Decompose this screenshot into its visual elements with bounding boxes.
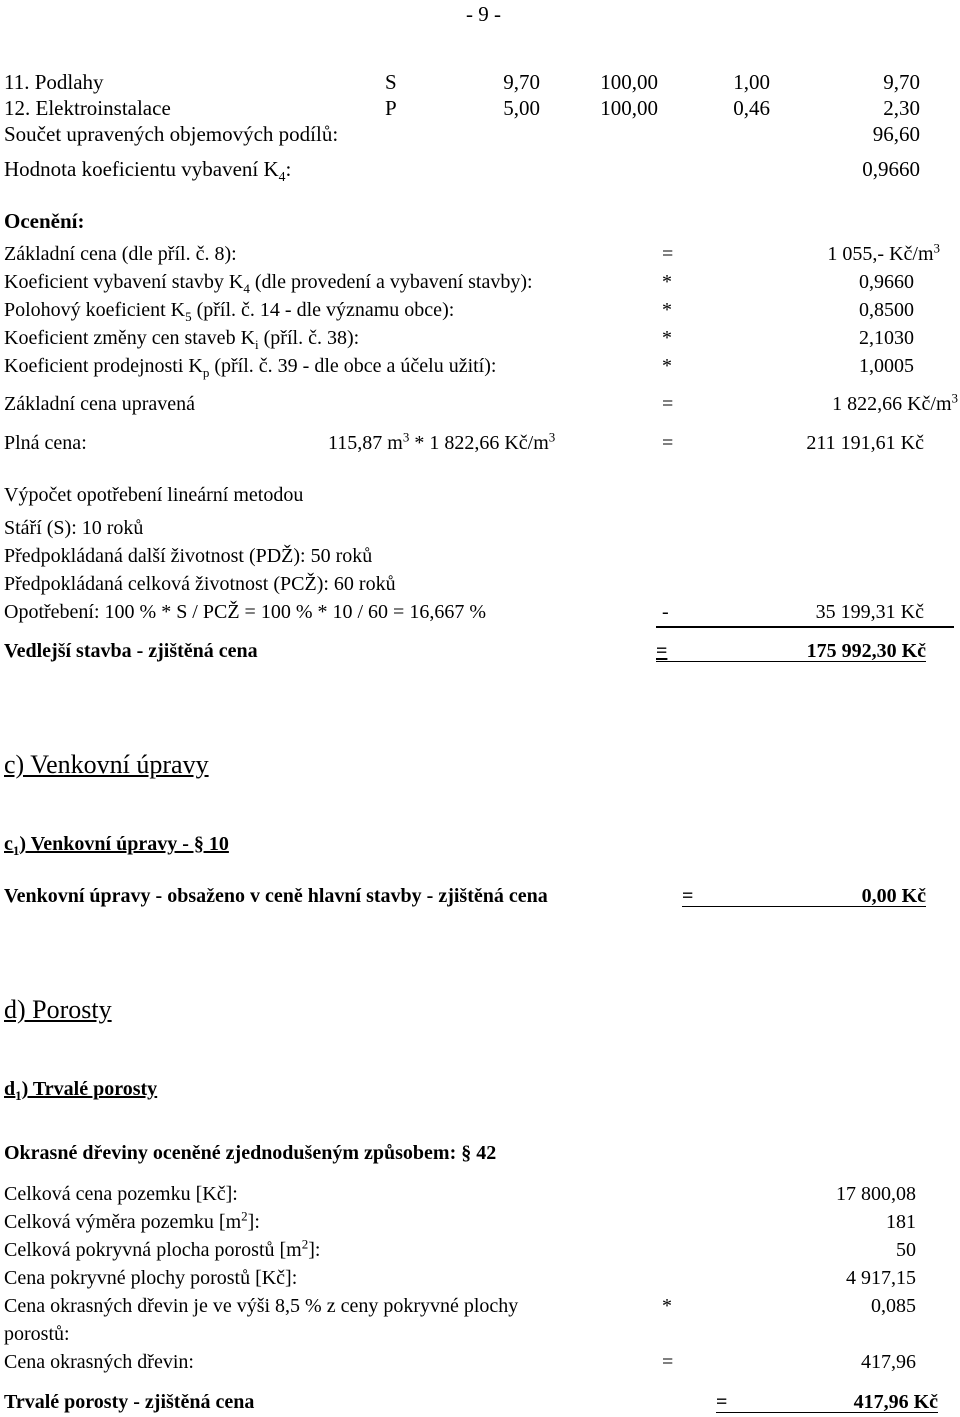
age-line: Stáří (S): 10 roků: [4, 517, 144, 539]
wear-operator: -: [662, 601, 669, 623]
page-number: - 9 -: [466, 2, 501, 26]
adjusted-price-label: Základní cena upravená: [4, 393, 196, 415]
valuation-heading: Ocenění:: [4, 209, 85, 233]
result-underline: [656, 661, 926, 662]
k4-label: Hodnota koeficientu vybavení $K_4$:: [4, 157, 292, 185]
vegetation-row-label: Cena pokryvné plochy porostů [Kč]:: [4, 1267, 298, 1289]
valuation-row-label: Polohový koeficient $K_5$ (příl. č. 14 - dle významu obce):: [4, 299, 455, 324]
full-price-label: Plná cena:: [4, 432, 87, 454]
sum-label: Součet upravených objemových podílů:: [4, 122, 339, 146]
valuation-row-operator: =: [662, 243, 674, 265]
ratio-line-2: porostů:: [4, 1323, 70, 1345]
vegetation-result-underline: [716, 1412, 938, 1413]
adjusted-price-operator: =: [662, 393, 674, 415]
wear-line: Opotřebení: 100 % * S / PCŽ = 100 % * 10 / 60 = 16,667 %: [4, 601, 486, 623]
valuation-row-operator: *: [662, 271, 672, 293]
vegetation-row-label: Celková výměra pozemku $[m^2]$:: [4, 1208, 260, 1233]
result-value: 175 992,30 Kč: [806, 640, 926, 662]
result-label: Vedlejší stavba - zjištěná cena: [4, 640, 258, 662]
row-value-4: 2,30: [883, 96, 920, 120]
remaining-life-line: Předpokládaná další životnost (PDŽ): 50 roků: [4, 545, 373, 567]
ornamental-heading: Okrasné dřeviny oceněné zjednodušeným způsobem: § 42: [4, 1142, 497, 1164]
row-value-1: 9,70: [503, 70, 540, 94]
full-price-value: 211 191,61 Kč: [806, 432, 924, 454]
row-value-3: 1,00: [733, 70, 770, 94]
ornamental-price-value: 417,96: [861, 1351, 916, 1373]
valuation-row-label: Základní cena (dle příl. č. 8):: [4, 243, 237, 265]
valuation-row-value: 1 055,- $Kč/m^3$: [827, 240, 940, 265]
outdoor-line-value: 0,00 Kč: [861, 885, 926, 907]
vegetation-result-label: Trvalé porosty - zjištěná cena: [4, 1391, 255, 1413]
full-price-operator: =: [662, 432, 674, 454]
subtotal-rule: [656, 626, 954, 628]
wear-value: 35 199,31 Kč: [815, 601, 924, 623]
sum-value: 96,60: [872, 122, 920, 146]
valuation-row-operator: *: [662, 327, 672, 349]
vegetation-row-value: 181: [886, 1211, 916, 1233]
ornamental-price-operator: =: [662, 1351, 674, 1373]
valuation-row-operator: *: [662, 299, 672, 321]
ratio-line-1: Cena okrasných dřevin je ve výši 8,5 % z ceny pokryvné plochy: [4, 1295, 519, 1317]
vegetation-row-label: Celková cena pozemku [Kč]:: [4, 1183, 238, 1205]
valuation-row-value: 1,0005: [859, 355, 914, 377]
outdoor-line-label: Venkovní úpravy - obsaženo v ceně hlavní stavby - zjištěná cena: [4, 885, 548, 907]
vegetation-heading: d) Porosty: [4, 995, 112, 1024]
row-value-3: 0,46: [733, 96, 770, 120]
row-name: 11. Podlahy: [4, 70, 104, 94]
row-category: S: [385, 70, 397, 94]
result-operator: =: [656, 640, 668, 662]
valuation-row-value: 2,1030: [859, 327, 914, 349]
ratio-operator: *: [662, 1295, 672, 1317]
vegetation-row-value: 17 800,08: [836, 1183, 916, 1205]
valuation-row-label: Koeficient vybavení stavby $K_4$ (dle provedení a vybavení stavby):: [4, 271, 533, 296]
row-value-1: 5,00: [503, 96, 540, 120]
vegetation-row-value: 4 917,15: [846, 1267, 916, 1289]
valuation-row-value: 0,8500: [859, 299, 914, 321]
full-price-calculation: 115,87 $m^3 * 1$ 822,66 $Kč/m^3$: [328, 429, 556, 454]
vegetation-row-value: 50: [896, 1239, 916, 1261]
vegetation-result-value: 417,96 Kč: [853, 1391, 938, 1413]
valuation-row-label: Koeficient změny cen staveb $K_i$ (příl. č. 38):: [4, 327, 360, 352]
vegetation-row-label: Celková pokryvná plocha porostů $[m^2]$:: [4, 1236, 321, 1261]
row-value-2: 100,00: [600, 96, 658, 120]
ratio-value: 0,085: [871, 1295, 916, 1317]
row-value-4: 9,70: [883, 70, 920, 94]
outdoor-line-operator: =: [682, 885, 694, 907]
valuation-row-operator: *: [662, 355, 672, 377]
depreciation-heading: Výpočet opotřebení lineární metodou: [4, 484, 304, 506]
row-value-2: 100,00: [600, 70, 658, 94]
vegetation-result-operator: =: [716, 1391, 728, 1413]
valuation-row-value: 0,9660: [859, 271, 914, 293]
result-line: [656, 641, 926, 661]
k4-value: 0,9660: [862, 157, 920, 181]
valuation-row-label: Koeficient prodejnosti $K_p$ (příl. č. 39 - dle obce a účelu užití):: [4, 355, 497, 380]
total-life-line: Předpokládaná celková životnost (PCŽ): 60 roků: [4, 573, 396, 595]
outdoor-underline: [682, 906, 926, 907]
adjusted-price-value: 1 822,66 $Kč/m^3$: [832, 390, 958, 415]
vegetation-subheading: $d_1$) Trvalé porosty: [4, 1078, 158, 1103]
outdoor-subheading: $c_1$) Venkovní úpravy - § 10: [4, 833, 229, 858]
outdoor-heading: c) Venkovní úpravy: [4, 750, 209, 779]
row-name: 12. Elektroinstalace: [4, 96, 171, 120]
ornamental-price-label: Cena okrasných dřevin:: [4, 1351, 194, 1373]
row-category: P: [385, 96, 397, 120]
